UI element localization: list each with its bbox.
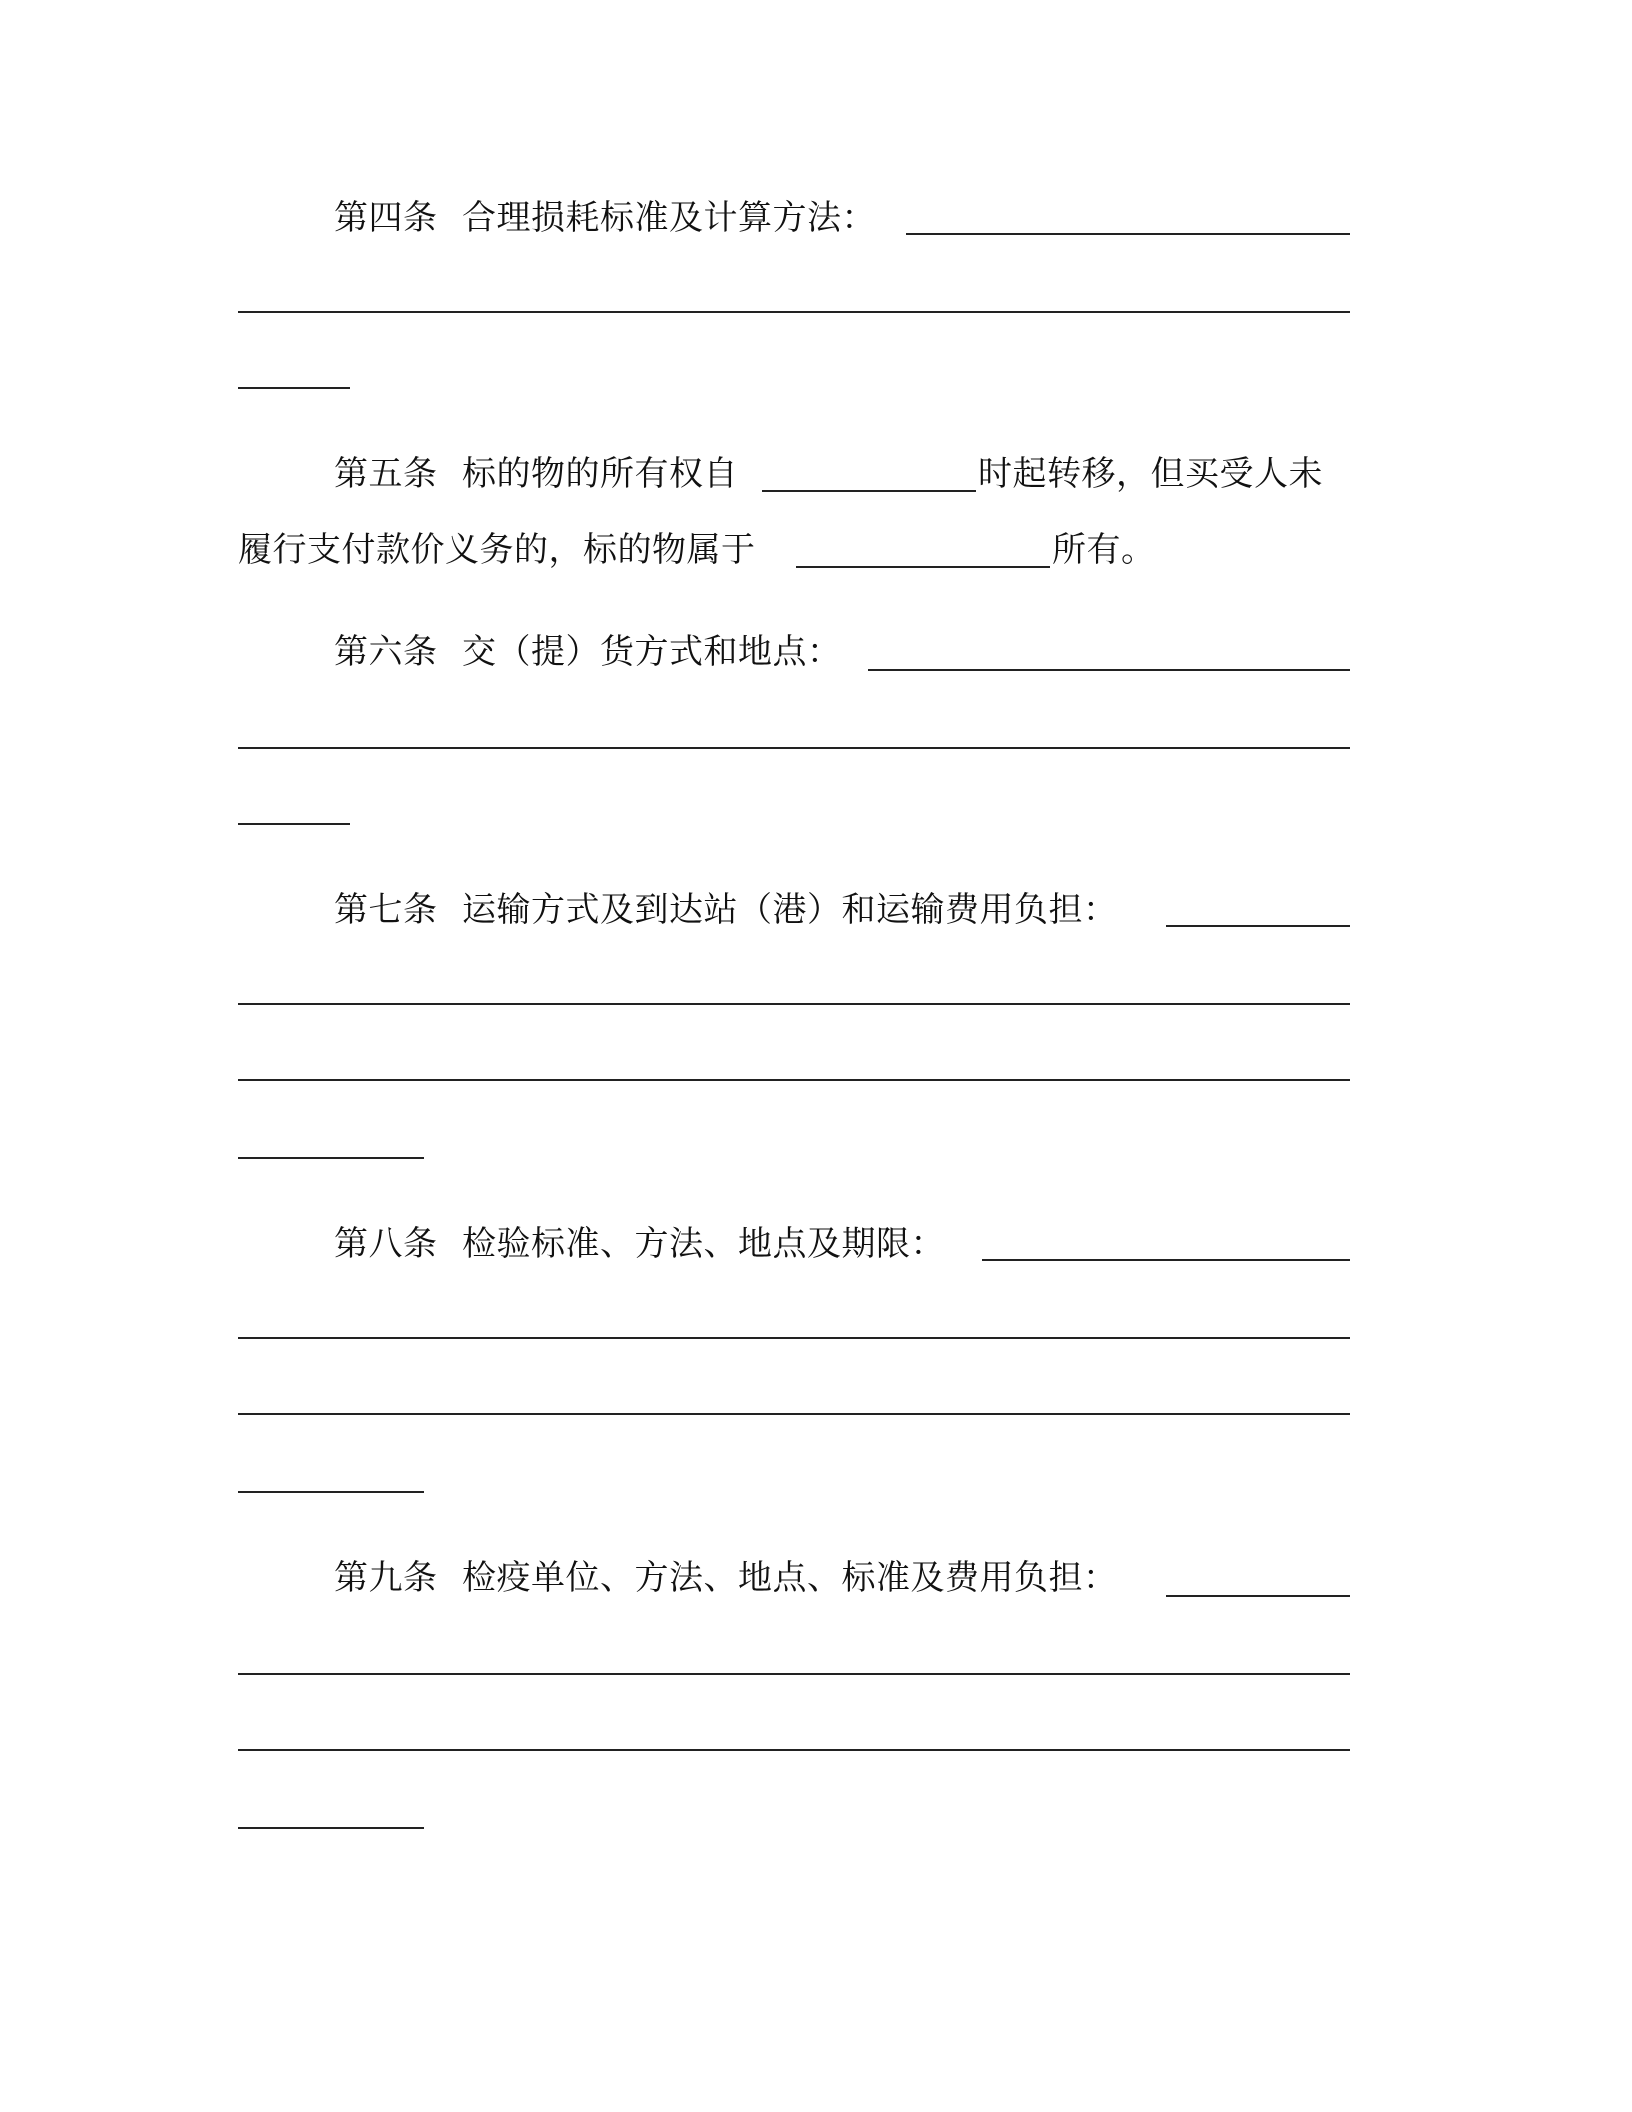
fill-blank-line[interactable]	[238, 387, 350, 389]
fill-blank-line[interactable]	[238, 1491, 424, 1493]
fill-blank-line[interactable]	[238, 1827, 424, 1829]
clause-text: 所有。	[1052, 530, 1156, 570]
fill-blank-line[interactable]	[796, 566, 1050, 568]
clause-title: 合理损耗标准及计算方法：	[462, 198, 876, 238]
fill-blank-line[interactable]	[982, 1259, 1350, 1261]
fill-blank-line[interactable]	[238, 1157, 424, 1159]
clause-text: 履行支付款价义务的，标的物属于	[238, 530, 756, 570]
clause-title: 交（提）货方式和地点：	[462, 632, 842, 672]
clause-number: 第六条	[334, 632, 438, 672]
fill-blank-line[interactable]	[238, 747, 1350, 749]
clause-title: 检验标准、方法、地点及期限：	[462, 1224, 945, 1264]
clause-number: 第八条	[334, 1224, 438, 1264]
clause-number: 第四条	[334, 198, 438, 238]
clause-title: 运输方式及到达站（港）和运输费用负担：	[462, 890, 1118, 930]
fill-blank-line[interactable]	[238, 1413, 1350, 1415]
fill-blank-line[interactable]	[238, 311, 1350, 313]
fill-blank-line[interactable]	[1166, 1595, 1350, 1597]
fill-blank-line[interactable]	[868, 669, 1350, 671]
clause-title: 检疫单位、方法、地点、标准及费用负担：	[462, 1558, 1118, 1598]
clause-number: 第五条	[334, 454, 438, 494]
fill-blank-line[interactable]	[1166, 925, 1350, 927]
clause-text: 时起转移，但买受人未	[978, 454, 1323, 494]
fill-blank-line[interactable]	[238, 1749, 1350, 1751]
fill-blank-line[interactable]	[238, 1673, 1350, 1675]
fill-blank-line[interactable]	[238, 823, 350, 825]
fill-blank-line[interactable]	[762, 490, 976, 492]
fill-blank-line[interactable]	[238, 1003, 1350, 1005]
fill-blank-line[interactable]	[238, 1337, 1350, 1339]
clause-text: 标的物的所有权自	[462, 454, 738, 494]
clause-number: 第七条	[334, 890, 438, 930]
fill-blank-line[interactable]	[906, 233, 1350, 235]
fill-blank-line[interactable]	[238, 1079, 1350, 1081]
clause-number: 第九条	[334, 1558, 438, 1598]
